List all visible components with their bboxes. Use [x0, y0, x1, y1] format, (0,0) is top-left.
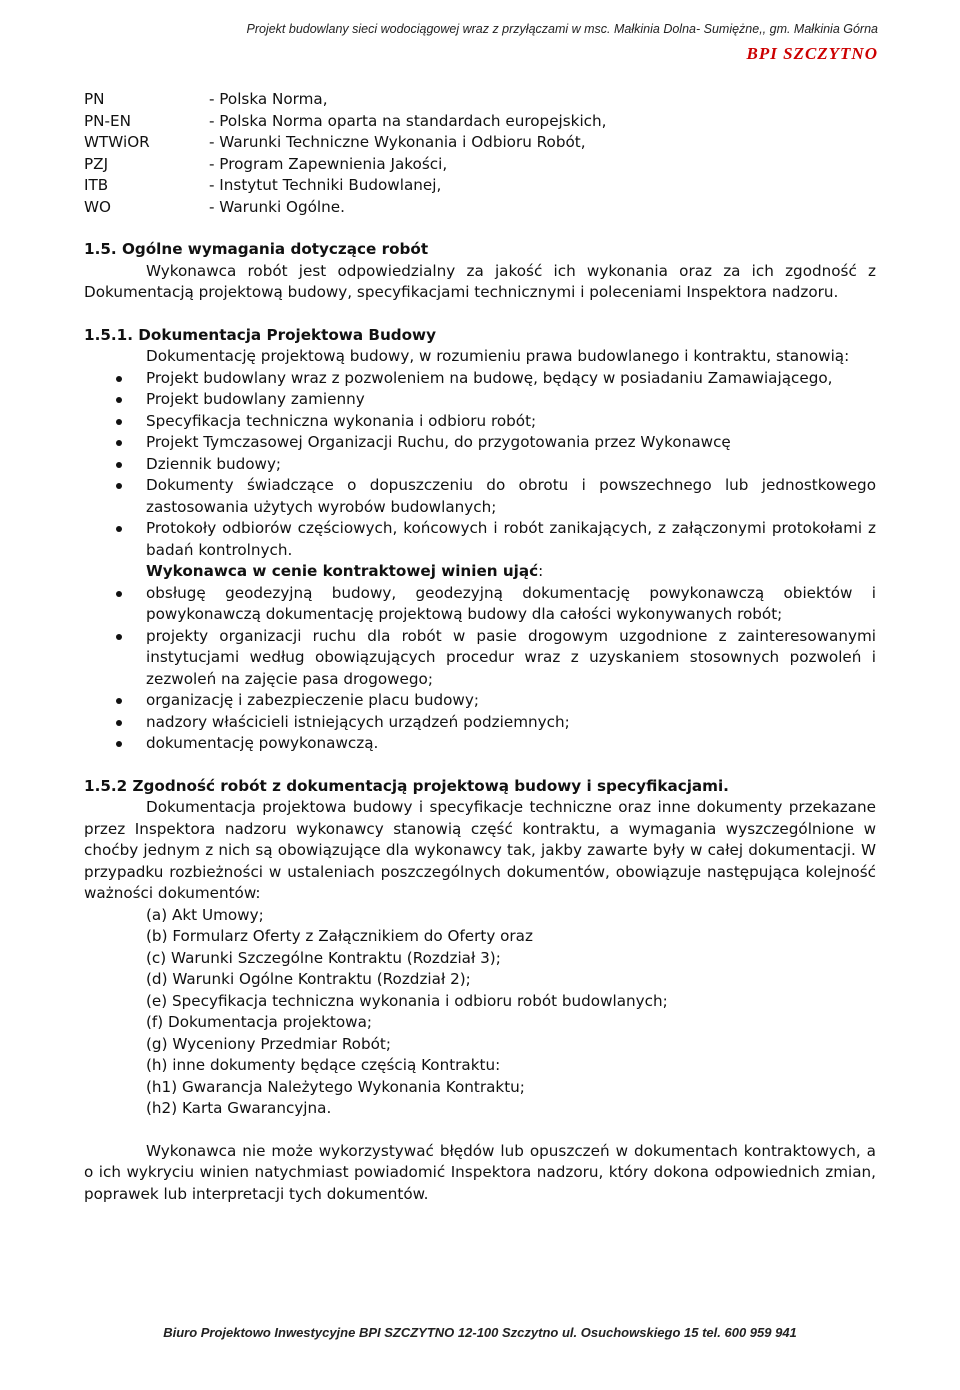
list-item: Protokoły odbiorów częściowych, końcowych i robót zanikających, z załączonymi protokołami z badań kontrolnych. — [84, 518, 876, 561]
section-1-5-2-closing: Wykonawca nie może wykorzystywać błędów lub opuszczeń w dokumentach kontraktowych, a o ich wykryciu winien natychmiast powiadomić Inspektora nadzoru, który dokona odpowiednich zmian, poprawek lub interpretacji tych dokumentów. — [84, 1141, 876, 1203]
project-documentation-list — [84, 368, 876, 562]
page-footer: Biuro Projektowo Inwestycyjne BPI SZCZYTNO 12-100 Szczytno ul. Osuchowskiego 15 tel. 600 959 941 — [163, 1325, 797, 1340]
section-1-5-1-intro: Dokumentację projektową budowy, w rozumieniu prawa budowlanego i kontraktu, stanowią: — [146, 347, 850, 365]
list-item: (c) Warunki Szczególne Kontraktu (Rozdział 3); — [146, 948, 501, 967]
section-1-5-1-heading: 1.5.1. Dokumentacja Projektowa Budowy — [84, 325, 436, 344]
list-item: (g) Wyceniony Przedmiar Robót; — [146, 1034, 391, 1053]
section-1-5-heading: 1.5. Ogólne wymagania dotyczące robót — [84, 240, 429, 258]
list-item: nadzory właścicieli istniejących urządzeń podziemnych; — [84, 712, 876, 734]
abbreviation-description: - Program Zapewnienia Jakości, — [209, 154, 448, 173]
list-item: projekty organizacji ruchu dla robót w pasie drogowym uzgodnione z zainteresowanymi instytucjami według obowiązujących procedur wraz z uzyskaniem stosownych pozwoleń i zezwoleń na zajęcie pasa drogowego; — [84, 626, 876, 691]
abbreviation-code: WO — [84, 197, 111, 216]
abbreviation-row — [84, 175, 876, 197]
list-item: Dokumenty świadczące o dopuszczeniu do obrotu i powszechnego lub jednostkowego zastosowania użytych wyrobów budowlanych; — [84, 475, 876, 518]
list-item: (h) inne dokumenty będące częścią Kontraktu: — [146, 1056, 501, 1074]
document-body — [84, 89, 876, 1205]
contract-price-heading — [84, 561, 876, 583]
abbreviation-code: ITB — [84, 176, 109, 194]
list-item: (a) Akt Umowy; — [146, 905, 264, 924]
abbreviation-row — [84, 111, 876, 133]
abbreviation-code: WTWiOR — [84, 133, 150, 151]
brand-logo: BPI SZCZYTNO — [746, 44, 878, 63]
list-item: Projekt Tymczasowej Organizacji Ruchu, do przygotowania przez Wykonawcę — [84, 432, 876, 454]
list-item: organizację i zabezpieczenie placu budowy; — [84, 690, 876, 712]
list-item: Specyfikacja techniczna wykonania i odbioru robót; — [84, 411, 876, 433]
section-1-5-text: Wykonawca robót jest odpowiedzialny za jakość ich wykonania oraz za ich zgodność z Dokumentacją projektową budowy, specyfikacjami technicznymi i poleceniami Inspektora nadzoru. — [84, 261, 876, 301]
abbreviation-code: PN-EN — [84, 111, 131, 130]
section-1-5-2-heading: 1.5.2 Zgodność robót z dokumentacją projektową budowy i specyfikacjami. — [84, 776, 729, 795]
abbreviation-row — [84, 132, 876, 154]
list-item: Projekt budowlany zamienny — [84, 389, 876, 411]
abbreviation-row — [84, 89, 876, 111]
list-item: obsługę geodezyjną budowy, geodezyjną dokumentację powykonawczą obiektów i powykonawczą dokumentację projektową budowy dla całości wykonywanych robót; — [84, 583, 876, 626]
contract-price-list — [84, 583, 876, 755]
list-item: (b) Formularz Oferty z Załącznikiem do Oferty oraz — [146, 927, 533, 945]
contract-price-heading-text: Wykonawca w cenie kontraktowej winien ująć — [146, 562, 539, 580]
abbreviation-description: - Polska Norma, — [209, 90, 328, 108]
abbreviation-row — [84, 197, 876, 219]
abbreviation-code: PZJ — [84, 154, 109, 173]
abbreviation-list — [84, 89, 876, 218]
running-header-title: Projekt budowlany sieci wodociągowej wraz z przyłączami w msc. Małkinia Dolna- Sumiężne,, gm. Małkinia Górna — [246, 22, 878, 36]
abbreviation-code: PN — [84, 90, 105, 108]
contract-price-heading-colon: : — [538, 562, 544, 580]
list-item: (d) Warunki Ogólne Kontraktu (Rozdział 2); — [146, 970, 471, 988]
abbreviation-description: - Warunki Ogólne. — [209, 197, 345, 216]
list-item: Dziennik budowy; — [84, 454, 876, 476]
section-1-5-2-text: Dokumentacja projektowa budowy i specyfikacje techniczne oraz inne dokumenty przekazane przez Inspektora nadzoru wykonawcy stanowią część kontraktu, a wymagania wyszczególnione w choćby jednym z nich są obowiązujące dla wykonawcy tak, jakby zawarte były w całej dokumentacji. W przypadku rozbieżności w ustaleniach poszczególnych dokumentów, obowiązuje następująca kolejność ważności dokumentów: — [84, 798, 876, 902]
abbreviation-description: - Instytut Techniki Budowlanej, — [209, 176, 442, 194]
document-precedence-list — [84, 905, 876, 1120]
abbreviation-description: - Polska Norma oparta na standardach europejskich, — [209, 111, 607, 130]
list-item: (e) Specyfikacja techniczna wykonania i odbioru robót budowlanych; — [146, 991, 668, 1010]
list-item: (h2) Karta Gwarancyjna. — [146, 1099, 332, 1117]
list-item: dokumentację powykonawczą. — [84, 733, 876, 755]
list-item: (h1) Gwarancja Należytego Wykonania Kontraktu; — [146, 1077, 525, 1096]
list-item: Projekt budowlany wraz z pozwoleniem na budowę, będący w posiadaniu Zamawiającego, — [84, 368, 876, 390]
abbreviation-row — [84, 154, 876, 176]
list-item: (f) Dokumentacja projektowa; — [146, 1013, 372, 1031]
abbreviation-description: - Warunki Techniczne Wykonania i Odbioru Robót, — [209, 133, 586, 151]
